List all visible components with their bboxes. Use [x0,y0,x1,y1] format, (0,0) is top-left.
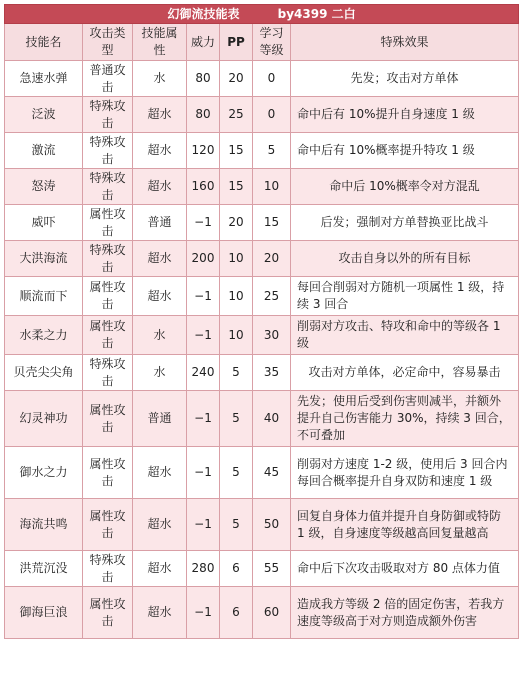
cell-level: 55 [253,551,291,587]
cell-name: 泛波 [5,97,83,133]
table-row [5,277,519,316]
cell-level: 15 [253,205,291,241]
cell-power: −1 [187,205,220,241]
cell-level: 50 [253,499,291,551]
table-row [5,61,519,97]
cell-level: 45 [253,447,291,499]
cell-attr: 超水 [133,587,187,639]
cell-level: 0 [253,61,291,97]
cell-effect: 回复自身体力值并提升自身防御或特防 1 级，自身速度等级越高回复量越高 [291,499,519,551]
cell-type: 属性攻击 [83,205,133,241]
skill-table [4,4,519,639]
header-name: 技能名 [5,24,83,61]
table-row [5,97,519,133]
cell-attr: 超水 [133,499,187,551]
cell-level: 0 [253,97,291,133]
cell-level: 20 [253,241,291,277]
cell-level: 30 [253,316,291,355]
header-level: 学习等级 [253,24,291,61]
cell-pp: 20 [220,61,253,97]
cell-pp: 6 [220,551,253,587]
cell-effect: 先发；使用后受到伤害则减半，并额外提升自己伤害能力 30%，持续 3 回合，不可叠加 [291,391,519,447]
cell-name: 大洪海流 [5,241,83,277]
table-row [5,447,519,499]
cell-effect: 造成我方等级 2 倍的固定伤害，若我方速度等级高于对方则造成额外伤害 [291,587,519,639]
cell-effect: 命中后有 10%概率提升特攻 1 级 [291,133,519,169]
cell-power: −1 [187,391,220,447]
cell-pp: 5 [220,355,253,391]
cell-pp: 25 [220,97,253,133]
cell-effect: 后发；强制对方单替换亚比战斗 [291,205,519,241]
cell-type: 普通攻击 [83,61,133,97]
cell-power: 80 [187,61,220,97]
table-row [5,391,519,447]
cell-attr: 超水 [133,97,187,133]
cell-type: 属性攻击 [83,447,133,499]
table-author: by4399 二白 [277,6,356,21]
table-row [5,551,519,587]
cell-type: 特殊攻击 [83,97,133,133]
header-attr: 技能属性 [133,24,187,61]
title-row [5,5,519,24]
cell-attr: 超水 [133,447,187,499]
cell-power: 160 [187,169,220,205]
cell-name: 洪荒沉没 [5,551,83,587]
cell-level: 10 [253,169,291,205]
cell-power: 80 [187,97,220,133]
cell-name: 威吓 [5,205,83,241]
table-row [5,169,519,205]
cell-pp: 15 [220,133,253,169]
table-row [5,205,519,241]
table-row [5,499,519,551]
cell-name: 御海巨浪 [5,587,83,639]
cell-power: 120 [187,133,220,169]
cell-type: 属性攻击 [83,499,133,551]
cell-attr: 普通 [133,391,187,447]
cell-effect: 每回合削弱对方随机一项属性 1 级，持续 3 回合 [291,277,519,316]
cell-effect: 削弱对方速度 1-2 级，使用后 3 回合内每回合概率提升自身双防和速度 1 级 [291,447,519,499]
header-row [5,24,519,61]
cell-effect: 攻击自身以外的所有目标 [291,241,519,277]
cell-pp: 5 [220,391,253,447]
cell-attr: 水 [133,316,187,355]
cell-name: 激流 [5,133,83,169]
cell-pp: 20 [220,205,253,241]
cell-level: 40 [253,391,291,447]
cell-name: 幻灵神功 [5,391,83,447]
cell-power: 200 [187,241,220,277]
cell-effect: 命中后 10%概率令对方混乱 [291,169,519,205]
cell-type: 属性攻击 [83,587,133,639]
header-pp: PP [220,24,253,61]
cell-type: 特殊攻击 [83,169,133,205]
cell-power: −1 [187,447,220,499]
cell-power: 240 [187,355,220,391]
header-type: 攻击类型 [83,24,133,61]
cell-level: 25 [253,277,291,316]
cell-type: 特殊攻击 [83,551,133,587]
cell-power: −1 [187,277,220,316]
cell-power: 280 [187,551,220,587]
cell-level: 5 [253,133,291,169]
cell-attr: 超水 [133,133,187,169]
cell-attr: 水 [133,355,187,391]
table-row [5,587,519,639]
cell-level: 60 [253,587,291,639]
cell-type: 属性攻击 [83,277,133,316]
cell-type: 特殊攻击 [83,241,133,277]
table-row [5,133,519,169]
cell-pp: 10 [220,241,253,277]
table-row [5,241,519,277]
cell-name: 急速水弹 [5,61,83,97]
cell-pp: 15 [220,169,253,205]
header-power: 威力 [187,24,220,61]
cell-effect: 命中后下次攻击吸取对方 80 点体力值 [291,551,519,587]
cell-name: 顺流而下 [5,277,83,316]
table-body [5,61,519,639]
cell-effect: 命中后有 10%提升自身速度 1 级 [291,97,519,133]
cell-attr: 水 [133,61,187,97]
cell-attr: 超水 [133,277,187,316]
cell-name: 御水之力 [5,447,83,499]
cell-effect: 攻击对方单体，必定命中，容易暴击 [291,355,519,391]
cell-attr: 超水 [133,169,187,205]
header-effect: 特殊效果 [291,24,519,61]
table-row [5,316,519,355]
cell-power: −1 [187,499,220,551]
cell-power: −1 [187,316,220,355]
cell-pp: 5 [220,447,253,499]
cell-type: 属性攻击 [83,391,133,447]
cell-name: 海流共鸣 [5,499,83,551]
cell-type: 属性攻击 [83,316,133,355]
cell-name: 贝壳尖尖角 [5,355,83,391]
cell-pp: 10 [220,316,253,355]
cell-type: 特殊攻击 [83,355,133,391]
cell-name: 水柔之力 [5,316,83,355]
cell-pp: 10 [220,277,253,316]
cell-attr: 超水 [133,241,187,277]
cell-attr: 超水 [133,551,187,587]
table-row [5,355,519,391]
table-title: 幻御流技能表 [167,6,240,21]
cell-effect: 削弱对方攻击、特攻和命中的等级各 1 级 [291,316,519,355]
cell-level: 35 [253,355,291,391]
cell-pp: 5 [220,499,253,551]
cell-effect: 先发；攻击对方单体 [291,61,519,97]
cell-power: −1 [187,587,220,639]
cell-attr: 普通 [133,205,187,241]
cell-pp: 6 [220,587,253,639]
cell-type: 特殊攻击 [83,133,133,169]
cell-name: 怒涛 [5,169,83,205]
skill-table-container [4,4,518,639]
